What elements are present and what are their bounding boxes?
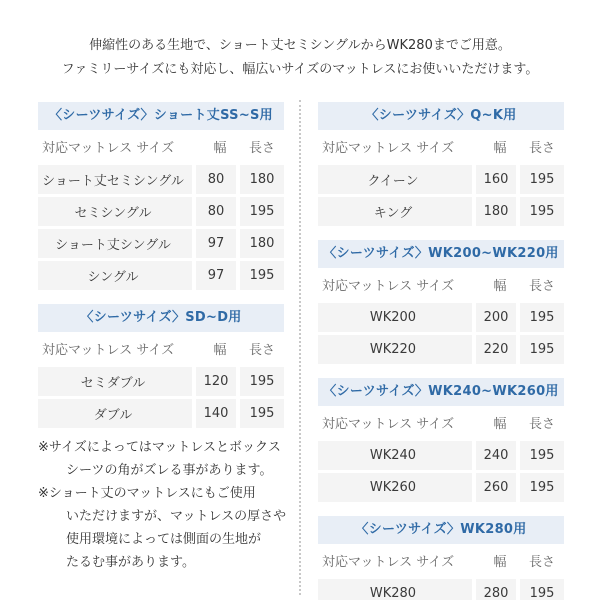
row-width: 97 [207, 236, 225, 251]
header-name: 対応マットレス サイズ [322, 416, 455, 432]
table-header [318, 268, 564, 300]
row-width: 120 [203, 374, 229, 389]
size-table [318, 516, 564, 600]
table-header [38, 332, 284, 364]
note-item: ※ショート丈のマットレスにもご使用 いただけますが、マットレスの厚さや 使用環境によっては側面の生地が たるむ事があります。 [38, 486, 287, 570]
table-row [38, 226, 284, 258]
table-header [318, 544, 564, 576]
table-row [38, 258, 284, 290]
row-length: 195 [529, 342, 555, 357]
table-row [38, 364, 284, 396]
row-length: 195 [529, 204, 555, 219]
intro-text [0, 34, 600, 82]
right-column [318, 102, 564, 600]
size-table [38, 102, 284, 290]
notes [38, 436, 288, 574]
row-width: 80 [207, 172, 225, 187]
size-table [318, 102, 564, 226]
size-table [318, 240, 564, 364]
row-name: シングル [87, 270, 139, 285]
row-width: 280 [483, 586, 509, 600]
header-name: 対応マットレス サイズ [42, 140, 175, 156]
row-width: 97 [207, 268, 225, 283]
table-title: 〈シーツサイズ〉Q~K用 [318, 102, 564, 130]
header-length: 長さ [248, 342, 275, 358]
table-row [318, 300, 564, 332]
row-name: ショート丈シングル [55, 238, 171, 253]
table-row [38, 396, 284, 428]
row-length: 195 [249, 268, 275, 283]
row-width: 80 [207, 204, 225, 219]
header-name: 対応マットレス サイズ [322, 140, 455, 156]
row-name: クイーン [367, 174, 419, 189]
row-length: 195 [249, 374, 275, 389]
table-title: 〈シーツサイズ〉WK240~WK260用 [318, 378, 564, 406]
table-row [318, 438, 564, 470]
row-name: セミシングル [74, 206, 152, 221]
table-header [38, 130, 284, 162]
table-row [38, 162, 284, 194]
row-width: 160 [483, 172, 509, 187]
header-name: 対応マットレス サイズ [42, 342, 175, 358]
header-length: 長さ [248, 140, 275, 156]
row-width: 200 [483, 310, 509, 325]
row-length: 195 [249, 406, 275, 421]
header-width: 幅 [493, 140, 507, 156]
table-row [318, 162, 564, 194]
row-width: 240 [483, 448, 509, 463]
row-length: 180 [249, 172, 275, 187]
row-length: 195 [529, 310, 555, 325]
table-row [318, 470, 564, 502]
header-width: 幅 [213, 342, 227, 358]
table-row [38, 194, 284, 226]
row-name: ショート丈セミシングル [42, 174, 184, 189]
row-name: キング [373, 206, 413, 221]
row-length: 195 [529, 172, 555, 187]
row-length: 195 [529, 586, 555, 600]
row-name: WK240 [369, 448, 417, 463]
header-width: 幅 [493, 416, 507, 432]
row-name: WK280 [369, 586, 417, 600]
header-length: 長さ [528, 416, 555, 432]
left-column [38, 102, 284, 442]
row-length: 195 [249, 204, 275, 219]
table-title: 〈シーツサイズ〉WK200~WK220用 [318, 240, 564, 268]
row-length: 195 [529, 480, 555, 495]
row-name: WK260 [369, 480, 417, 495]
intro-line-2: ファミリーサイズにも対応し、幅広いサイズのマットレスにお使いいただけます。 [61, 62, 539, 77]
header-length: 長さ [528, 554, 555, 570]
header-width: 幅 [493, 554, 507, 570]
intro-line-1: 伸縮性のある生地で、ショート丈セミシングルからWK280までご用意。 [89, 38, 511, 53]
table-row [318, 332, 564, 364]
header-width: 幅 [213, 140, 227, 156]
table-title: 〈シーツサイズ〉WK280用 [318, 516, 564, 544]
size-table [38, 304, 284, 428]
column-divider [299, 100, 301, 595]
row-length: 195 [529, 448, 555, 463]
header-width: 幅 [493, 278, 507, 294]
row-name: WK200 [369, 310, 417, 325]
row-name: WK220 [369, 342, 417, 357]
size-table [318, 378, 564, 502]
note-item: ※サイズによってはマットレスとボックス シーツの角がズレる事があります。 [38, 440, 281, 478]
row-length: 180 [249, 236, 275, 251]
table-header [318, 406, 564, 438]
row-width: 220 [483, 342, 509, 357]
row-width: 140 [203, 406, 229, 421]
header-name: 対応マットレス サイズ [322, 278, 455, 294]
table-title: 〈シーツサイズ〉ショート丈SS~S用 [38, 102, 284, 130]
row-width: 180 [483, 204, 509, 219]
header-length: 長さ [528, 278, 555, 294]
table-row [318, 194, 564, 226]
row-name: ダブル [93, 408, 133, 423]
table-title: 〈シーツサイズ〉SD~D用 [38, 304, 284, 332]
header-length: 長さ [528, 140, 555, 156]
table-header [318, 130, 564, 162]
header-name: 対応マットレス サイズ [322, 554, 455, 570]
row-name: セミダブル [80, 376, 146, 391]
row-width: 260 [483, 480, 509, 495]
table-row [318, 576, 564, 600]
